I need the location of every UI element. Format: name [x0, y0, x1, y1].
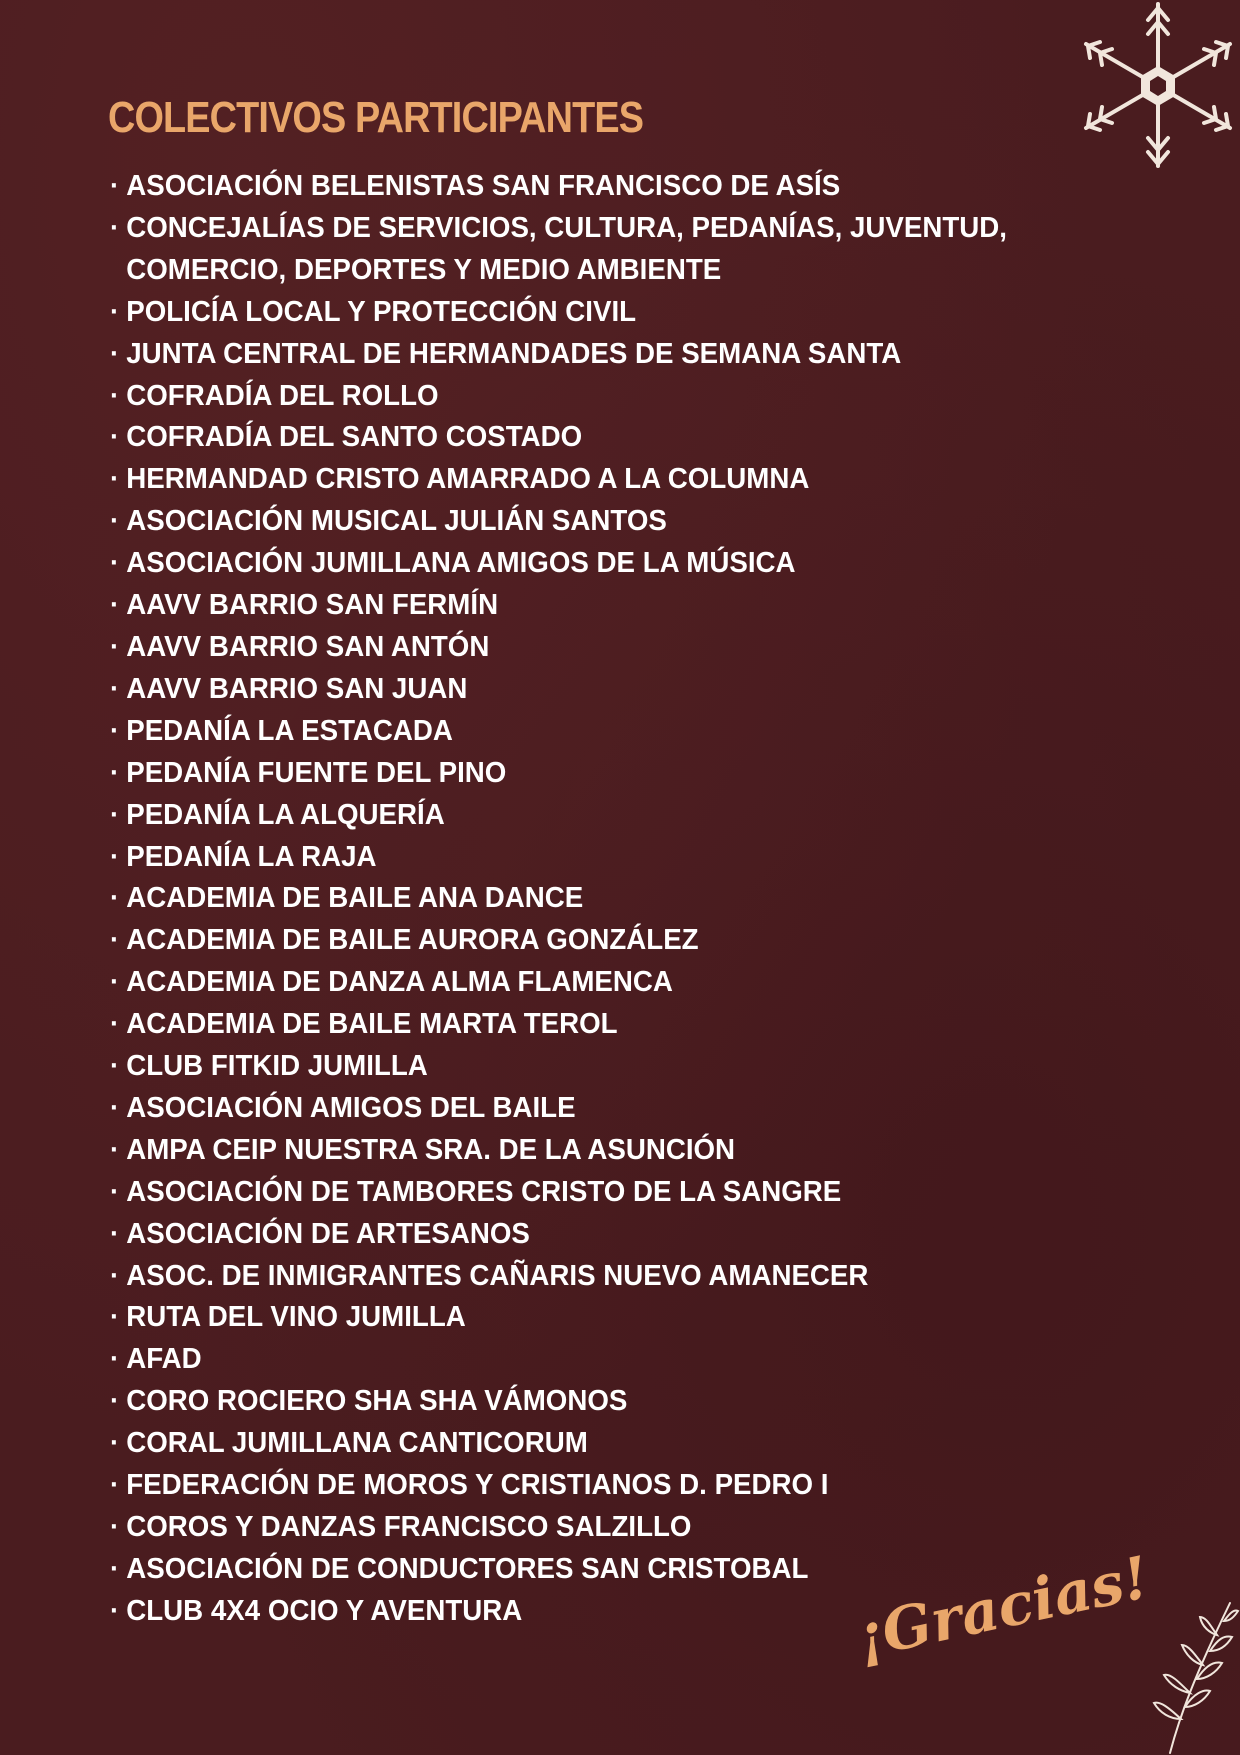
bullet: ·: [110, 840, 120, 873]
list-item: [110, 878, 1007, 920]
bullet: ·: [110, 1511, 120, 1543]
bullet: ·: [110, 421, 120, 454]
list-item-label: AAVV BARRIO SAN ANTÓN: [126, 630, 490, 663]
bullet: ·: [110, 463, 120, 496]
list-item: [110, 1507, 1007, 1549]
list-item: [110, 166, 1007, 208]
bullet: ·: [110, 379, 120, 412]
list-item: [110, 543, 1007, 585]
list-item: [110, 459, 1007, 501]
bullet: ·: [110, 714, 120, 747]
list-item: [110, 292, 1007, 334]
list-item: [110, 753, 1007, 795]
list-item: [110, 208, 1007, 292]
list-item: [110, 501, 1007, 543]
list-item-label: COFRADÍA DEL ROLLO: [126, 379, 439, 412]
participants-list: [110, 166, 1049, 1633]
bullet: ·: [110, 1175, 120, 1208]
list-item: [110, 334, 1007, 376]
list-item-label: HERMANDAD CRISTO AMARRADO A LA COLUMNA: [126, 463, 810, 496]
list-item: [110, 962, 1007, 1004]
list-item-label: CLUB 4X4 OCIO Y AVENTURA: [126, 1594, 523, 1627]
list-item-label: ASOCIACIÓN DE TAMBORES CRISTO DE LA SANGRE: [126, 1175, 842, 1208]
list-item-label: CONCEJALÍAS DE SERVICIOS, CULTURA, PEDANÍAS, JUVENTUD, COMERCIO, DEPORTES Y MEDIO AMBIENTE: [126, 211, 1007, 286]
list-item: [110, 1297, 1007, 1339]
list-item: [110, 1046, 1007, 1088]
list-item: [110, 837, 1007, 879]
list-item: [110, 669, 1007, 711]
list-item-label: RUTA DEL VINO JUMILLA: [126, 1301, 466, 1334]
bullet: ·: [110, 505, 120, 538]
list-item-label: ASOC. DE INMIGRANTES CAÑARIS NUEVO AMANECER: [126, 1259, 869, 1292]
list-item: [110, 1381, 1007, 1423]
bullet: ·: [110, 589, 120, 622]
list-item-label: ACADEMIA DE BAILE AURORA GONZÁLEZ: [126, 924, 699, 957]
bullet: ·: [110, 1343, 120, 1376]
list-item-label: ASOCIACIÓN BELENISTAS SAN FRANCISCO DE ASÍS: [126, 170, 841, 202]
list-item-label: PEDANÍA FUENTE DEL PINO: [126, 756, 507, 789]
bullet: ·: [110, 1385, 120, 1418]
list-item-label: CORO ROCIERO SHA SHA VÁMONOS: [126, 1385, 628, 1418]
list-item-label: COFRADÍA DEL SANTO COSTADO: [126, 421, 583, 454]
bullet: ·: [110, 966, 120, 999]
bullet: ·: [110, 630, 120, 663]
bullet: ·: [110, 337, 120, 370]
list-item-label: ASOCIACIÓN MUSICAL JULIÁN SANTOS: [126, 505, 667, 538]
list-item-label: AMPA CEIP NUESTRA SRA. DE LA ASUNCIÓN: [126, 1133, 736, 1166]
bullet: ·: [110, 882, 120, 915]
bullet: ·: [110, 295, 120, 328]
bullet: ·: [110, 1050, 120, 1083]
bullet: ·: [110, 756, 120, 789]
list-item-label: AAVV BARRIO SAN JUAN: [126, 672, 468, 705]
list-item: [110, 1004, 1007, 1046]
list-item: [110, 417, 1007, 459]
list-item-label: AFAD: [126, 1343, 202, 1376]
list-item-label: PEDANÍA LA RAJA: [126, 840, 377, 873]
bullet: ·: [110, 798, 120, 831]
list-item: [110, 920, 1007, 962]
list-item-label: ACADEMIA DE DANZA ALMA FLAMENCA: [126, 966, 673, 999]
list-item-label: ASOCIACIÓN DE ARTESANOS: [126, 1217, 530, 1250]
list-item: [110, 376, 1007, 418]
bullet: ·: [110, 1594, 120, 1627]
list-item-label: PEDANÍA LA ESTACADA: [126, 714, 453, 747]
list-item: [110, 1549, 1007, 1591]
list-item-label: ASOCIACIÓN DE CONDUCTORES SAN CRISTOBAL: [126, 1552, 809, 1585]
list-item: [110, 585, 1007, 627]
list-item-label: FEDERACIÓN DE MOROS Y CRISTIANOS D. PEDRO I: [126, 1469, 829, 1502]
list-item-label: ASOCIACIÓN JUMILLANA AMIGOS DE LA MÚSICA: [126, 547, 796, 580]
bullet: ·: [110, 211, 120, 244]
gracias-signature: ¡Gracias!: [850, 1543, 1155, 1672]
list-item-label: PEDANÍA LA ALQUERÍA: [126, 798, 445, 831]
list-item-label: ACADEMIA DE BAILE MARTA TEROL: [126, 1008, 618, 1041]
bullet: ·: [110, 1552, 120, 1585]
list-item: [110, 1423, 1007, 1465]
bullet: ·: [110, 1259, 120, 1292]
list-item-label: CORAL JUMILLANA CANTICORUM: [126, 1427, 588, 1460]
snowflake-icon: [1078, 0, 1238, 172]
olive-sprig-icon: [1150, 1595, 1240, 1755]
bullet: ·: [110, 1091, 120, 1124]
list-item: [110, 627, 1007, 669]
list-item: [110, 1339, 1007, 1381]
bullet: ·: [110, 170, 120, 202]
list-item: [110, 1465, 1007, 1507]
list-item: [110, 1088, 1007, 1130]
list-item: [110, 1172, 1007, 1214]
list-item-label: AAVV BARRIO SAN FERMÍN: [126, 589, 499, 622]
bullet: ·: [110, 1427, 120, 1460]
bullet: ·: [110, 924, 120, 957]
list-item-label: ASOCIACIÓN AMIGOS DEL BAILE: [126, 1091, 576, 1124]
list-item: [110, 1214, 1007, 1256]
bullet: ·: [110, 1469, 120, 1502]
bullet: ·: [110, 1217, 120, 1250]
bullet: ·: [110, 1008, 120, 1041]
page-title: COLECTIVOS PARTICIPANTES: [108, 93, 644, 142]
list-item: [110, 1256, 1007, 1298]
bullet: ·: [110, 547, 120, 580]
list-item-label: COROS Y DANZAS FRANCISCO SALZILLO: [126, 1511, 692, 1543]
bullet: ·: [110, 672, 120, 705]
list-item-label: ACADEMIA DE BAILE ANA DANCE: [126, 882, 584, 915]
list-item-label: JUNTA CENTRAL DE HERMANDADES DE SEMANA SANTA: [126, 337, 902, 370]
list-item: [110, 1130, 1007, 1172]
list-item: [110, 711, 1007, 753]
list-item-label: CLUB FITKID JUMILLA: [126, 1050, 428, 1083]
bullet: ·: [110, 1133, 120, 1166]
list-item: [110, 795, 1007, 837]
list-item-label: POLICÍA LOCAL Y PROTECCIÓN CIVIL: [126, 295, 637, 328]
bullet: ·: [110, 1301, 120, 1334]
